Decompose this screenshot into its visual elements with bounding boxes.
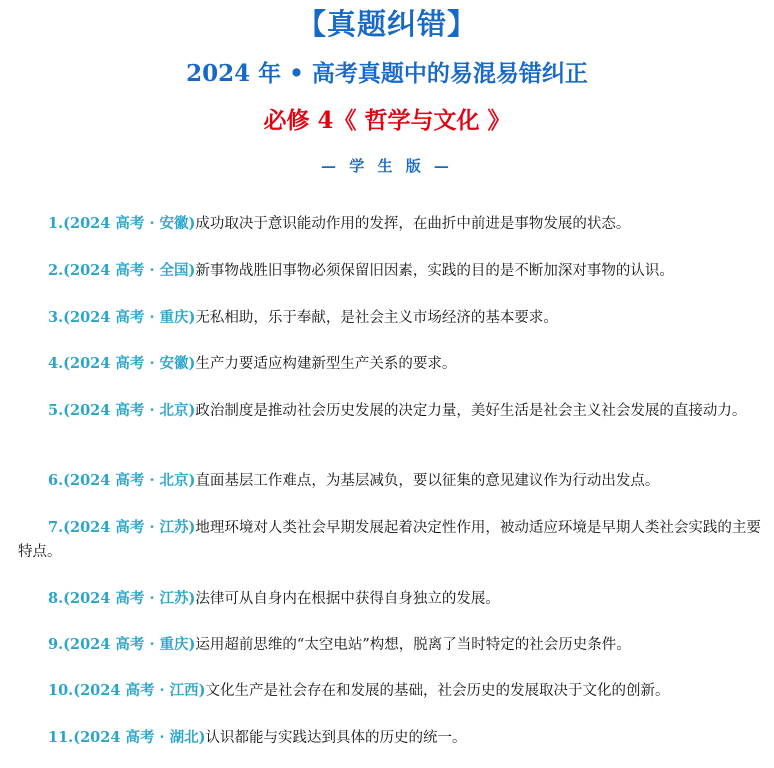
edition-label: — 学 生 版 —: [321, 157, 453, 175]
list-item: [18, 399, 764, 423]
item-source: (2024 高考 · 江西): [73, 682, 206, 699]
list-item: [18, 633, 764, 657]
item-source: (2024 高考 · 重庆): [63, 636, 196, 653]
list-item: [18, 306, 764, 330]
item-number: 6.: [48, 472, 64, 489]
item-source: (2024 高考 · 全国): [63, 262, 196, 279]
item-source: (2024 高考 · 安徽): [63, 215, 196, 232]
page-subtitle: 2024 年 • 高考真题中的易混易错纠正: [186, 60, 588, 87]
item-source: (2024 高考 · 安徽): [63, 355, 196, 372]
list-item: [18, 726, 764, 750]
list-item: [18, 352, 764, 376]
list-item: [18, 212, 764, 236]
item-text: 新事物战胜旧事物必须保留旧因素，实践的目的是不断加深对事物的认识。: [195, 263, 674, 279]
item-source: (2024 高考 · 重庆): [63, 309, 196, 326]
item-number: 1.: [48, 215, 64, 232]
item-source: (2024 高考 · 江苏): [63, 590, 196, 607]
item-text: 认识都能与实践达到具体的历史的统一。: [205, 730, 467, 746]
item-text: 文化生产是社会存在和发展的基础，社会历史的发展取决于文化的创新。: [205, 683, 670, 699]
item-source: (2024 高考 · 江苏): [63, 519, 196, 536]
page-title: 【真题纠错】: [296, 7, 477, 41]
item-number: 2.: [48, 262, 64, 279]
item-source: (2024 高考 · 湖北): [73, 729, 206, 746]
item-number: 5.: [48, 402, 64, 419]
item-text: 法律可从自身内在根据中获得自身独立的发展。: [195, 591, 500, 607]
item-source: (2024 高考 · 北京): [63, 472, 196, 489]
item-number: 3.: [48, 309, 64, 326]
item-text: 无私相助，乐于奉献，是社会主义市场经济的基本要求。: [195, 310, 558, 326]
item-number: 8.: [48, 590, 64, 607]
item-text: 地理环境对人类社会早期发展起着决定性作用，被动适应环境是早期人类社会实践的主要特点。: [18, 520, 761, 560]
item-text: 政治制度是推动社会历史发展的决定力量，美好生活是社会主义社会发展的直接动力。: [195, 403, 747, 419]
list-item: [18, 516, 764, 564]
list-item: [18, 469, 764, 493]
item-text: 成功取决于意识能动作用的发挥，在曲折中前进是事物发展的状态。: [195, 216, 631, 232]
item-number: 7.: [48, 519, 64, 536]
item-text: 运用超前思维的“太空电站”构想，脱离了当时特定的社会历史条件。: [195, 637, 631, 653]
list-item: [18, 679, 764, 703]
item-text: 直面基层工作难点，为基层减负，要以征集的意见建议作为行动出发点。: [195, 473, 660, 489]
list-item: [18, 587, 764, 611]
item-source: (2024 高考 · 北京): [63, 402, 196, 419]
item-number: 11.: [48, 729, 74, 746]
item-text: 生产力要适应构建新型生产关系的要求。: [195, 356, 457, 372]
item-number: 4.: [48, 355, 64, 372]
course-heading: 必修 4《 哲学与文化 》: [263, 107, 511, 134]
item-number: 9.: [48, 636, 64, 653]
list-item: [18, 259, 764, 283]
item-number: 10.: [48, 682, 74, 699]
